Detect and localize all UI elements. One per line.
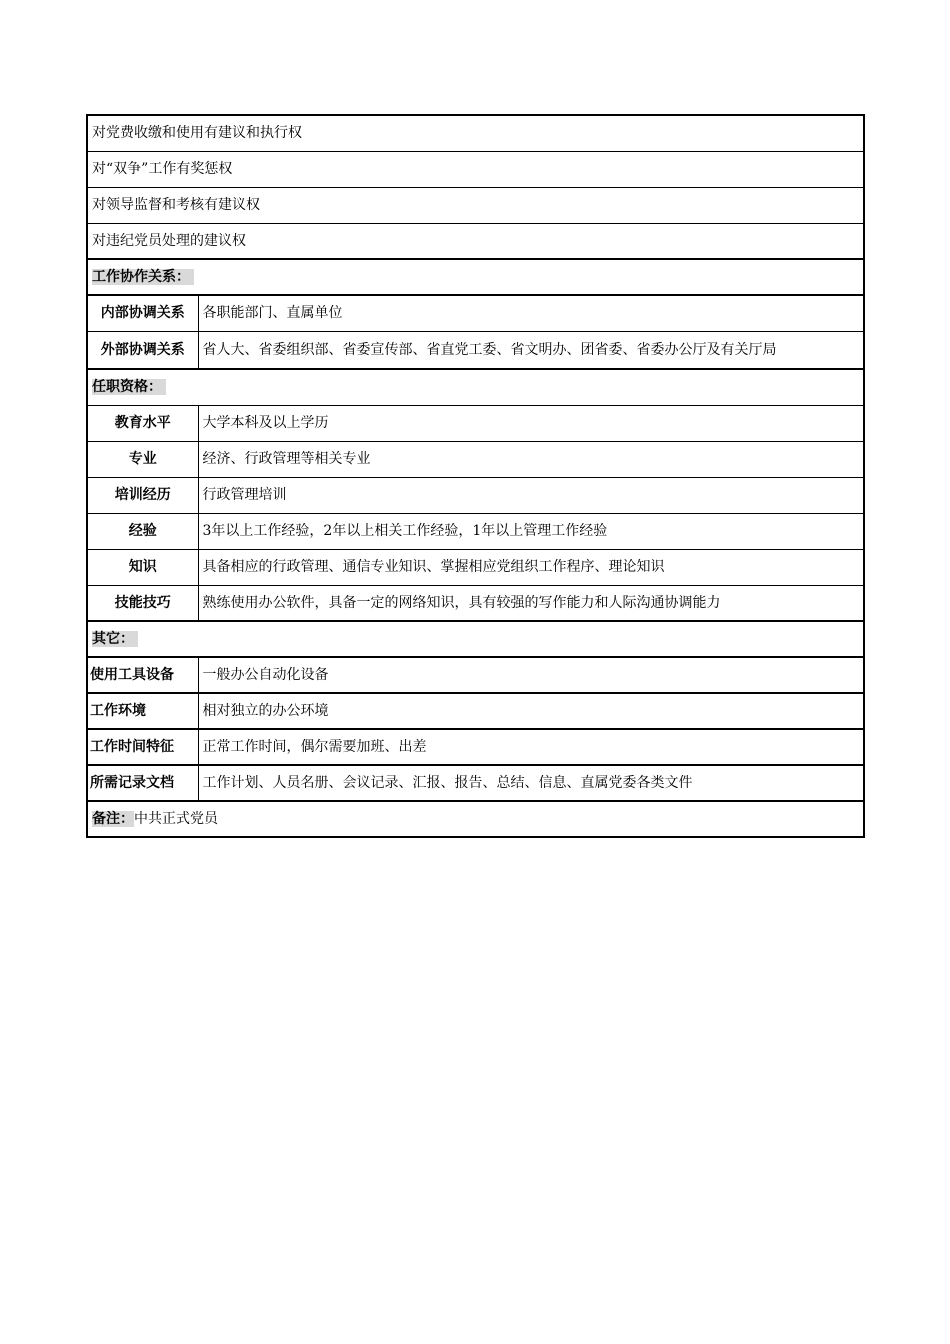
qualification-row	[87, 585, 864, 621]
other-value: 相对独立的办公环境	[198, 693, 864, 729]
qualification-label: 专业	[87, 441, 198, 477]
right-row	[87, 115, 864, 151]
other-row	[87, 729, 864, 765]
other-value: 一般办公自动化设备	[198, 657, 864, 693]
qualification-row	[87, 513, 864, 549]
section-qualifications	[87, 369, 864, 405]
qualification-row	[87, 549, 864, 585]
qualification-value: 行政管理培训	[198, 477, 864, 513]
other-label: 工作时间特征	[87, 729, 198, 765]
external-coordination-value: 省人大、省委组织部、省委宣传部、省直党工委、省文明办、团省委、省委办公厅及有关厅局	[198, 331, 864, 369]
other-row	[87, 693, 864, 729]
internal-coordination-value: 各职能部门、直属单位	[198, 295, 864, 331]
right-text: 对“双争”工作有奖惩权	[87, 151, 864, 187]
note-value: 中共正式党员	[134, 811, 218, 827]
note-label: 备注：	[92, 811, 134, 827]
qualification-row	[87, 477, 864, 513]
other-label: 工作环境	[87, 693, 198, 729]
qualification-value: 大学本科及以上学历	[198, 405, 864, 441]
qualification-label: 技能技巧	[87, 585, 198, 621]
qualification-value: 具备相应的行政管理、通信专业知识、掌握相应党组织工作程序、理论知识	[198, 549, 864, 585]
qualification-label: 教育水平	[87, 405, 198, 441]
other-row	[87, 765, 864, 801]
right-text: 对领导监督和考核有建议权	[87, 187, 864, 223]
other-value: 正常工作时间，偶尔需要加班、出差	[198, 729, 864, 765]
right-row	[87, 223, 864, 259]
other-value: 工作计划、人员名册、会议记录、汇报、报告、总结、信息、直属党委各类文件	[198, 765, 864, 801]
qualification-row	[87, 441, 864, 477]
job-description-table-container	[86, 114, 863, 838]
right-text: 对违纪党员处理的建议权	[87, 223, 864, 259]
right-text: 对党费收缴和使用有建议和执行权	[87, 115, 864, 151]
external-coordination-row	[87, 331, 864, 369]
internal-coordination-label: 内部协调关系	[87, 295, 198, 331]
qualification-label: 知识	[87, 549, 198, 585]
qualification-value: 熟练使用办公软件，具备一定的网络知识，具有较强的写作能力和人际沟通协调能力	[198, 585, 864, 621]
other-label: 所需记录文档	[87, 765, 198, 801]
right-row	[87, 151, 864, 187]
other-label: 使用工具设备	[87, 657, 198, 693]
note-row	[87, 801, 864, 837]
section-cooperation	[87, 259, 864, 295]
qualification-value: 3年以上工作经验，2年以上相关工作经验，1年以上管理工作经验	[198, 513, 864, 549]
external-coordination-label: 外部协调关系	[87, 331, 198, 369]
other-row	[87, 657, 864, 693]
qualification-value: 经济、行政管理等相关专业	[198, 441, 864, 477]
qualification-label: 培训经历	[87, 477, 198, 513]
qualification-row	[87, 405, 864, 441]
section-title-other: 其它：	[92, 631, 138, 647]
job-description-table	[86, 114, 865, 838]
section-title-qualifications: 任职资格：	[92, 379, 166, 395]
right-row	[87, 187, 864, 223]
section-title-cooperation: 工作协作关系：	[92, 269, 194, 285]
section-other	[87, 621, 864, 657]
internal-coordination-row	[87, 295, 864, 331]
qualification-label: 经验	[87, 513, 198, 549]
